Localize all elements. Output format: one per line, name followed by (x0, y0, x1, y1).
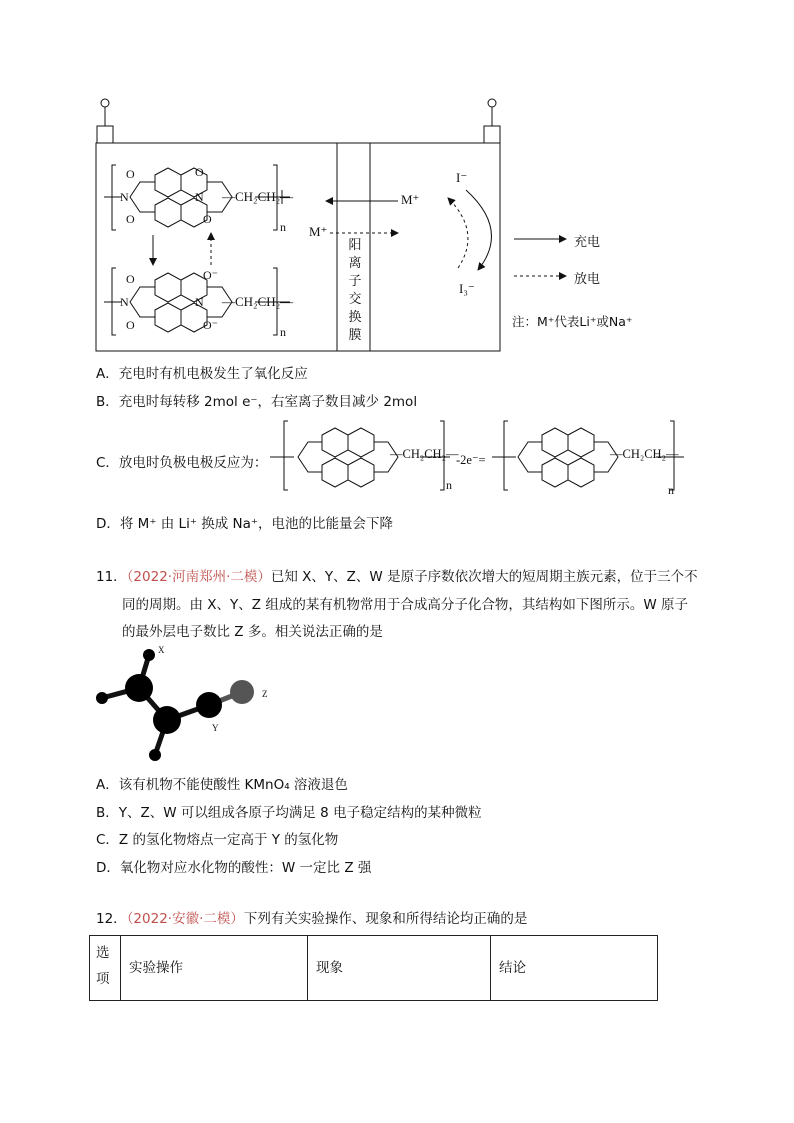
atom-y (196, 692, 222, 718)
subscript-n-lower: n (280, 325, 286, 339)
molecule-label-z: Z (262, 689, 268, 699)
polymer-group-lower: —CH₂CH₂— (222, 294, 294, 309)
iodide-discharge-curve (448, 198, 468, 268)
subscript-n-upper: n (280, 220, 286, 234)
q11-source: （2022·河南郑州·二模） (126, 569, 271, 585)
q11-option-c: C．Z 的氢化物熔点一定高于 Y 的氢化物 (96, 832, 339, 848)
q10-c-n-right: n (668, 483, 674, 497)
q11-option-b: B．Y、Z、W 可以组成各原子均满足 8 电子稳定结构的某种微粒 (96, 805, 482, 821)
atom-o-bottom-left: O (126, 212, 135, 226)
atom-z (230, 680, 254, 704)
q12-stem: 12．（2022·安徽·二模）下列有关实验操作、现象和所得结论均正确的是 (96, 911, 528, 927)
header-option: 选项 (90, 936, 121, 1001)
q12-number: 12． (96, 911, 127, 927)
atom-n-lower-right: N (195, 295, 204, 309)
ion-m-plus-left: M⁺ (309, 224, 328, 239)
atom-o-lower-top-left: O (126, 272, 135, 286)
diagram-note: 注：M⁺代表Li⁺或Na⁺ (512, 314, 633, 329)
atom-o-top: O (195, 165, 204, 179)
table-header-row (90, 936, 658, 1001)
atom-n-lower-left: N (120, 295, 129, 309)
atom-n-right: N (195, 190, 204, 204)
q12-source: （2022·安徽·二模） (126, 911, 244, 927)
atom-n-left: N (120, 190, 129, 204)
atom-o-minus-lower-top: O⁻ (203, 268, 218, 282)
header-phenomenon: 现象 (308, 936, 491, 1001)
header-conclusion: 结论 (491, 936, 658, 1001)
q11-stem-1: 已知 X、Y、Z、W 是原子序数依次增大的短周期主族元素，位于三个不 (270, 569, 698, 585)
legend-discharge-label: 放电 (574, 272, 601, 287)
q10-c-mid: -2e⁻= (456, 453, 486, 467)
q10-c-group-left: —CH₂CH₂— (390, 447, 459, 461)
header-operation: 实验操作 (121, 936, 308, 1001)
molecule-label-x: X (158, 645, 165, 655)
left-terminal (97, 99, 113, 143)
q11-stem-line-3: 的最外层电子数比 Z 多。相关说法正确的是 (122, 624, 383, 640)
legend-charge-label: 充电 (574, 235, 601, 250)
ion-i-minus: I⁻ (456, 170, 468, 185)
q11-number: 11． (96, 569, 127, 585)
q10-option-c: C．放电时负极电极反应为： (96, 455, 268, 471)
q10-option-a: A．充电时有机电极发生了氧化反应 (96, 366, 308, 382)
polymer-group-upper: —CH₂CH₂— (222, 189, 294, 204)
q11-option-a: A．该有机物不能使酸性 KMnO₄ 溶液退色 (96, 777, 348, 793)
q11-stem-line-2: 同的周期。由 X、Y、Z 组成的某有机物常用于合成高分子化合物，其结构如下图所示。W 原子 (122, 597, 688, 613)
q10-c-group-right: —CH₂CH₂— (610, 447, 679, 461)
atom-o-lower-bottom-left: O (126, 318, 135, 332)
ion-m-plus-right: M⁺ (401, 192, 420, 207)
right-terminal (484, 99, 500, 143)
q12-table (89, 935, 658, 1001)
iodide-charge-curve (466, 190, 491, 270)
atom-x (143, 649, 155, 661)
q10-option-d: D．将 M⁺ 由 Li⁺ 换成 Na⁺，电池的比能量会下降 (96, 516, 394, 532)
atom-o-minus-lower-bottom: O⁻ (203, 318, 218, 332)
q11-stem-line-1 (96, 565, 698, 585)
molecule-model (90, 640, 290, 770)
q10-option-b: B．充电时每转移 2mol e⁻，右室离子数目减少 2mol (96, 394, 418, 410)
atom-o-bottom-right: O (203, 212, 212, 226)
atom-o-top-left: O (126, 167, 135, 181)
membrane-label: 阳 离 子 交 换 膜 (348, 238, 362, 343)
ion-i3-minus: I₃⁻ (459, 281, 475, 296)
molecule-label-y: Y (212, 723, 219, 733)
q10-c-n-left: n (446, 478, 452, 492)
q11-option-d: D．氧化物对应水化物的酸性：W 一定比 Z 强 (96, 860, 372, 876)
